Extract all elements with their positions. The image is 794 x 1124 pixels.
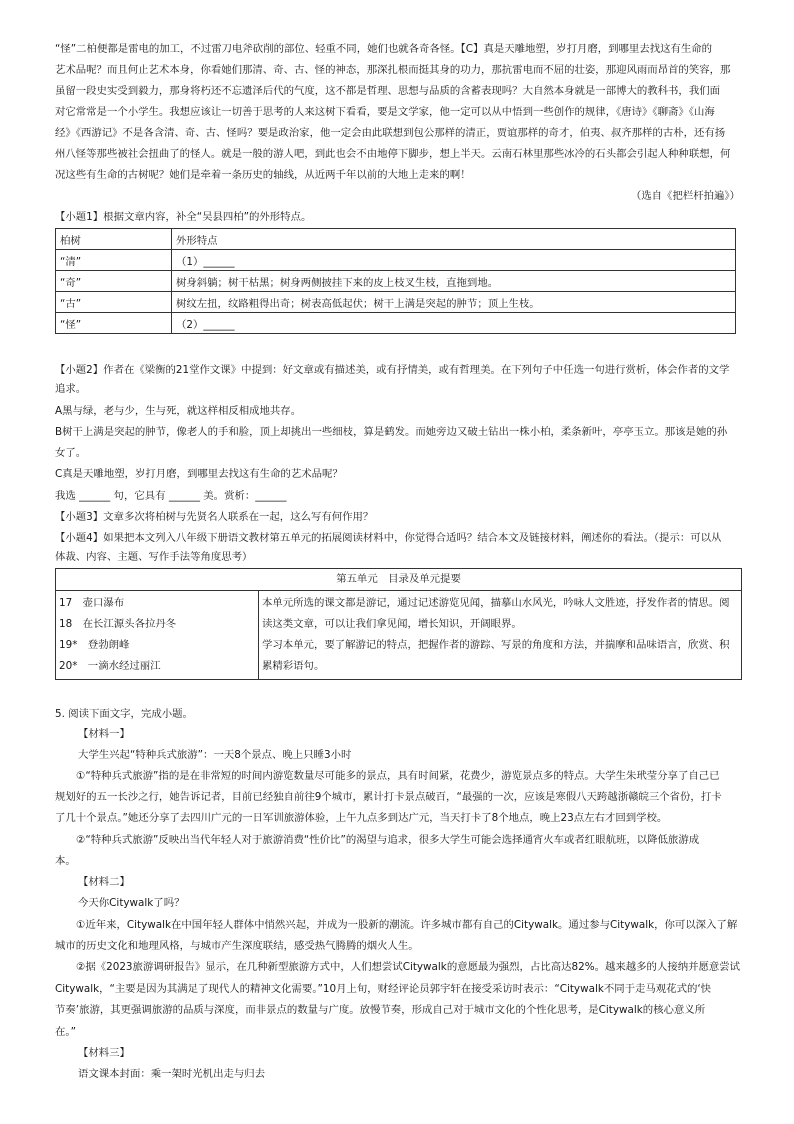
tree-description: 树纹左扭，纹路粗得出奇；树表高低起伏；树干上满是突起的肿节；顶上生枝。 bbox=[172, 292, 736, 313]
unit-summary bbox=[259, 591, 741, 679]
material-2-headline: 今天你Citywalk了吗？ bbox=[78, 897, 185, 909]
option-b: 女了。 bbox=[55, 447, 87, 459]
material-2-line: ②据《2023旅游调研报告》显示，在几种新型旅游方式中，人们想尝试Citywalk的意愿最为强烈，占比高达82%。越来越多的人接纳并愿意尝试 bbox=[76, 961, 740, 973]
option-c: C真是天雕地塑，岁打月磨，到哪里去找这有生命的艺术品呢？ bbox=[55, 468, 343, 480]
lesson-list bbox=[56, 591, 259, 679]
q1-table bbox=[55, 228, 736, 334]
summary-line: 本单元所选的课文都是游记，通过记述游览见闻，描摹山水风光，吟咏人文胜迹，抒发作者的情思。阅 bbox=[262, 597, 730, 609]
passage-line: 艺术品呢？而且何止艺术本身，你看她们那清、奇、古、怪的神态，那深扎根而挺其身的功力，那抗雷电而不屈的壮姿，那迎风雨而昂首的笑容，那 bbox=[55, 64, 731, 76]
section-5-title: 5. 阅读下面文字，完成小题。 bbox=[55, 708, 193, 720]
header-cell: 外形特点 bbox=[172, 229, 736, 250]
question-1-prompt: 【小题1】根据文章内容，补全“吴县四柏”的外形特点。 bbox=[55, 211, 312, 223]
material-3-label: 【材料三】 bbox=[78, 1047, 130, 1059]
passage-line: “怪”二柏便都是雷电的加工，不过雷刀电斧砍削的部位、轻重不同，她们也就各奇各怪。【C】真是天雕地塑，岁打月磨，到哪里去找这有生命的 bbox=[55, 43, 713, 55]
question-4-prompt: 【小题4】如果把本文列入八年级下册语文教材第五单元的拓展阅读材料中，你觉得合适吗？结合本文及链接材料，阐述你的看法。（提示：可以从 bbox=[55, 532, 722, 544]
material-1-line: ①“特种兵式旅游”指的是在非常短的时间内游览数量尽可能多的景点，具有时间紧，花费少，游览景点多的特点。大学生朱玳莹分享了自己已 bbox=[76, 770, 720, 782]
header-cell: 柏树 bbox=[56, 229, 172, 250]
tree-name: “怪” bbox=[56, 313, 172, 334]
material-1-line: 了几十个景点。”她还分享了去四川广元的一日军训旅游体验，上午九点多到达广元，当天打卡了8个地点，晚上23点左右才回到学校。 bbox=[55, 812, 668, 824]
material-2-label: 【材料二】 bbox=[78, 876, 130, 888]
tree-name: “奇” bbox=[56, 271, 172, 292]
summary-line: 读这类文章，可以让我们拿见闻，增长知识，开阔眼界。 bbox=[262, 618, 522, 630]
unit-table bbox=[55, 568, 742, 680]
material-1-line: ②“特种兵式旅游”反映出当代年轻人对于旅游消费“性价比”的渴望与追求，很多大学生可能会选择通宵火车或者红眼航班，以降低旅游成 bbox=[76, 834, 700, 846]
passage-line: 虽留一段史实受到毅力，那身将朽还不忘遗泽后代的气度，这不都是哲理、思想与品质的含蓄表现吗？大自然本身就是一部博大的教科书，我们面 bbox=[55, 85, 720, 97]
lesson-item: 18 在长江源头各拉丹冬 bbox=[59, 618, 177, 630]
tree-name: “古” bbox=[56, 292, 172, 313]
option-b: B树干上满是突起的肿节，像老人的手和脸，顶上却挑出一些细枝，算是鹤发。而她旁边又破土钻出一株小柏，柔条新叶，亭亭玉立。那该是她的孙 bbox=[55, 426, 728, 438]
passage-line: 况这些有生命的古树呢？她们是牵着一条历史的轴线，从近两千年以前的大地上走来的啊！ bbox=[55, 169, 471, 181]
answer-blank-2[interactable]: （2）______ bbox=[172, 313, 736, 334]
question-2-prompt: 【小题2】作者在《梁衡的21堂作文课》中提到：好文章或有描述美，或有抒情美，或有哲理美。在下列句子中任选一句进行赏析，体会作者的文学 bbox=[55, 364, 730, 376]
question-3-prompt: 【小题3】文章多次将柏树与先贤名人联系在一起，这么写有何作用？ bbox=[55, 511, 374, 523]
tree-description: 树身斜躺；树干枯黑；树身两侧披挂下来的皮上枝叉生枝，直拖到地。 bbox=[172, 271, 736, 292]
summary-line: 累精彩语句。 bbox=[262, 660, 325, 672]
passage-line: 经》《西游记》不是各含清、奇、古、怪吗？要是政治家，他一定会由此联想到包公那样的清正，贾谊那样的奇才，伯夷、叔齐那样的古朴，还有扬 bbox=[55, 127, 726, 139]
material-1-headline: 大学生兴起“特种兵式旅游”：一天8个景点、晚上只睡3小时 bbox=[78, 749, 352, 761]
question-2-prompt: 追求。 bbox=[55, 383, 87, 395]
material-3-text: 语文课本封面：乘一架时光机出走与归去 bbox=[78, 1068, 266, 1080]
source-citation: （选自《把栏杆拍遍》） bbox=[630, 190, 740, 202]
answer-line[interactable]: 我选 ______ 句，它具有 ______ 美。赏析：______ bbox=[55, 490, 287, 502]
material-2-line: Citywalk，“主要是因为其满足了现代人的精神文化需要。”10月上旬，财经评论员郭宇轩在接受采访时表示：“Citywalk不同于走马观花式的‘快 bbox=[55, 983, 712, 995]
material-1-label: 【材料一】 bbox=[78, 728, 130, 740]
table-row bbox=[56, 313, 736, 334]
material-1-line: 本。 bbox=[55, 855, 76, 867]
passage-line: 对它常常是一个小学生。我想应该让一切善于思考的人来这树下看看，要是文学家，他一定可以从中悟到一些创作的规律，《唐诗》《聊斋》《山海 bbox=[55, 106, 715, 118]
option-a: A黑与绿，老与少，生与死，就这样相反相成地共存。 bbox=[55, 405, 302, 417]
table-row bbox=[56, 271, 736, 292]
material-2-line: 城市的历史文化和地理风格，与城市产生深度联结，感受热气腾腾的烟火人生。 bbox=[55, 940, 419, 952]
material-2-line: ①近年来，Citywalk在中国年轻人群体中悄然兴起，并成为一股新的潮流。许多城市都有自己的Citywalk。通过参与Citywalk，你可以深入了解 bbox=[76, 919, 738, 931]
table-row bbox=[56, 250, 736, 271]
passage-line: 州八怪等那些被社会扭曲了的怪人。就是一般的游人吧，到此也会不由地停下脚步，想上半天。云南石林里那些冰冷的石头都会引起人种种联想，何 bbox=[55, 148, 731, 160]
lesson-item: 19* 登勃朗峰 bbox=[59, 639, 130, 651]
table-row bbox=[56, 292, 736, 313]
lesson-item: 20* 一滴水经过丽江 bbox=[59, 660, 161, 672]
material-2-line: 在。” bbox=[55, 1026, 76, 1038]
material-1-line: 规划好的五一长沙之行，她告诉记者，目前已经独自前往9个城市，累计打卡景点破百，“最强的一次，应该是寒假八天跨越浙赣皖三个省份，打卡 bbox=[55, 791, 722, 803]
lesson-item: 17 壶口瀑布 bbox=[59, 597, 125, 609]
material-2-line: 节奏’旅游，其更强调旅游的品质与深度，而非景点的数量与广度。放慢节奏，形成自己对于城市文化的个性化思考，是Citywalk的核心意义所 bbox=[55, 1004, 706, 1016]
summary-line: 学习本单元，要了解游记的特点，把握作者的游踪、写景的角度和方法，并揣摩和品味语言，欣赏、积 bbox=[262, 639, 730, 651]
table-header-row bbox=[56, 229, 736, 250]
question-4-prompt: 体裁、内容、主题、写作手法等角度思考） bbox=[55, 551, 253, 563]
unit-table-title: 第五单元 目录及单元提要 bbox=[56, 569, 741, 591]
answer-blank-1[interactable]: （1）______ bbox=[172, 250, 736, 271]
tree-name: “清” bbox=[56, 250, 172, 271]
